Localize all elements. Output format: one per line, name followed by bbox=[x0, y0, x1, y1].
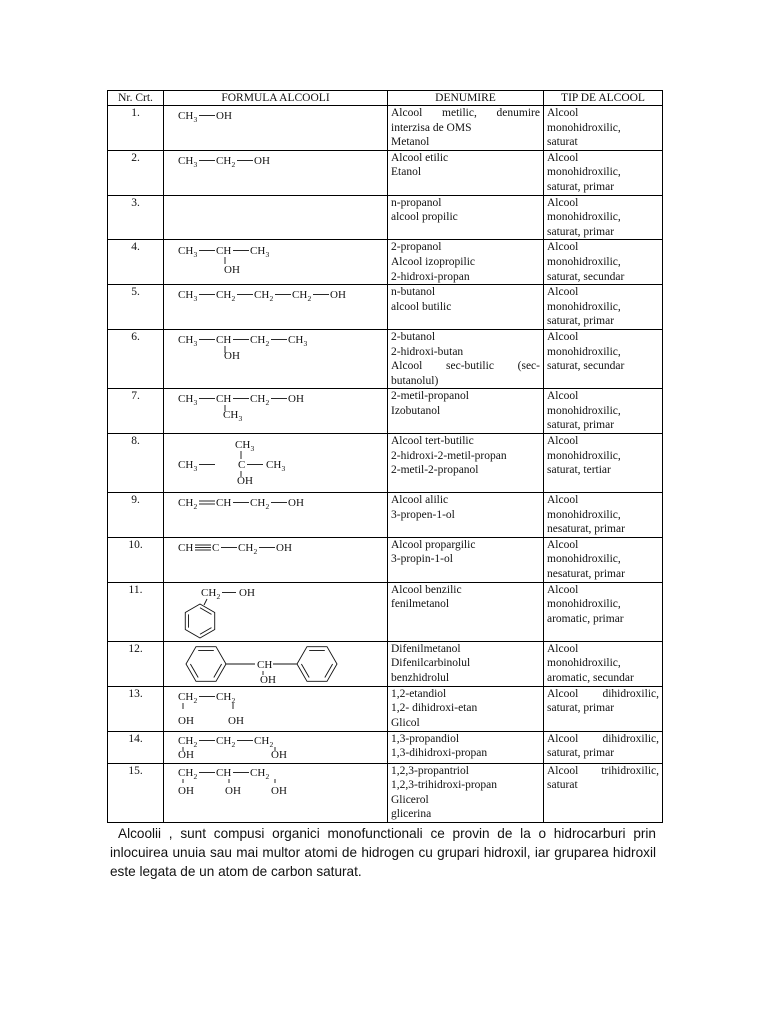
row-number: 13. bbox=[108, 686, 164, 731]
type-line: Alcool trihidroxilic, bbox=[547, 764, 659, 777]
name-cell bbox=[388, 493, 544, 538]
name-line: Difenilmetanol bbox=[391, 642, 461, 655]
name-line: 2-hidroxi-butan bbox=[391, 345, 464, 358]
structural-formula bbox=[167, 151, 390, 194]
type-line: saturat, secundar bbox=[547, 360, 625, 373]
formula-symbol: 3 bbox=[238, 414, 243, 424]
formula-symbol: OH bbox=[178, 748, 194, 761]
name-line: 2-hidroxi-2-metil-propan bbox=[391, 449, 507, 462]
formula-symbol: OH bbox=[228, 714, 244, 727]
formula-symbol: OH bbox=[260, 673, 276, 686]
type-line: monohidroxilic, bbox=[547, 598, 621, 611]
formula-symbol: OH bbox=[237, 475, 253, 488]
bond-line bbox=[214, 664, 222, 678]
formula-cell bbox=[164, 686, 388, 731]
header-nr: Nr. Crt. bbox=[108, 91, 164, 106]
formula-symbol: 2 bbox=[193, 502, 198, 512]
type-cell bbox=[544, 582, 663, 641]
formula-symbol: CH bbox=[257, 658, 273, 671]
table-row bbox=[108, 150, 663, 195]
name-line: Alcool alilic bbox=[391, 494, 449, 507]
formula-symbol: OH bbox=[288, 393, 304, 406]
name-line: butanolul) bbox=[391, 374, 439, 387]
formula-symbol: 2 bbox=[269, 294, 274, 304]
formula-symbol: 2 bbox=[307, 294, 312, 304]
formula-cell bbox=[164, 150, 388, 195]
structural-formula bbox=[167, 583, 390, 641]
type-line: nesaturat, primar bbox=[547, 523, 625, 536]
table-row bbox=[108, 731, 663, 763]
formula-symbol: 3 bbox=[193, 338, 198, 348]
type-line: Alcool bbox=[547, 642, 579, 655]
formula-symbol: 3 bbox=[193, 398, 198, 408]
definition-paragraph: Alcoolii , sunt compusi organici monofunctionali ce provin de la o hidrocarburi prin inlocuirea unuia sau mai multor atomi de hidrogen cu grupari hidroxil, iar gruparea hidroxil este legata de un atom de carbon saturat. bbox=[110, 826, 656, 879]
name-line: Alcool izopropilic bbox=[391, 255, 475, 268]
formula-symbol: OH bbox=[225, 784, 241, 797]
header-formula: FORMULA ALCOOLI bbox=[164, 91, 388, 106]
row-number: 1. bbox=[108, 106, 164, 151]
type-line: Alcool bbox=[547, 151, 579, 164]
formula-cell bbox=[164, 493, 388, 538]
benzene-ring bbox=[297, 646, 337, 681]
formula-symbol: CH bbox=[178, 459, 194, 472]
type-cell bbox=[544, 389, 663, 434]
type-line: monohidroxilic, bbox=[547, 657, 621, 670]
formula-symbol: 3 bbox=[281, 464, 286, 474]
type-line: saturat, secundar bbox=[547, 270, 625, 283]
type-cell bbox=[544, 763, 663, 822]
structural-formula bbox=[167, 240, 390, 283]
formula-symbol: OH bbox=[224, 349, 240, 362]
type-line: saturat, primar bbox=[547, 747, 615, 760]
structural-formula bbox=[167, 106, 390, 149]
formula-symbol: 2 bbox=[193, 771, 198, 781]
name-cell bbox=[388, 641, 544, 686]
type-line: nesaturat, primar bbox=[547, 568, 625, 581]
formula-symbol: 2 bbox=[231, 739, 236, 749]
type-line: Alcool bbox=[547, 330, 579, 343]
type-line: aromatic, secundar bbox=[547, 671, 634, 684]
type-cell bbox=[544, 434, 663, 493]
type-cell bbox=[544, 641, 663, 686]
structural-formula bbox=[167, 434, 390, 492]
type-line: saturat, primar bbox=[547, 225, 615, 238]
name-cell bbox=[388, 389, 544, 434]
name-line: 3-propen-1-ol bbox=[391, 508, 455, 521]
type-line: saturat, primar bbox=[547, 419, 615, 432]
name-line: n-butanol bbox=[391, 286, 436, 299]
type-line: saturat, primar bbox=[547, 702, 615, 715]
name-line: 1,3-dihidroxi-propan bbox=[391, 747, 488, 760]
formula-symbol: 2 bbox=[216, 591, 221, 601]
table-row bbox=[108, 641, 663, 686]
type-line: Alcool dihidroxilic, bbox=[547, 687, 659, 700]
name-line: 1,2,3-trihidroxi-propan bbox=[391, 779, 498, 792]
name-line: Difenilcarbinolul bbox=[391, 657, 471, 670]
name-line: 2-metil-2-propanol bbox=[391, 464, 479, 477]
name-line: n-propanol bbox=[391, 196, 442, 209]
alcohols-table bbox=[107, 90, 663, 823]
formula-symbol: CH bbox=[292, 289, 308, 302]
formula-symbol: CH bbox=[201, 586, 217, 599]
formula-cell bbox=[164, 731, 388, 763]
table-row bbox=[108, 389, 663, 434]
name-cell bbox=[388, 434, 544, 493]
formula-symbol: CH bbox=[178, 497, 194, 510]
formula-symbol: CH bbox=[216, 289, 232, 302]
type-cell bbox=[544, 285, 663, 330]
table-row bbox=[108, 240, 663, 285]
type-line: Alcool bbox=[547, 538, 579, 551]
formula-cell bbox=[164, 537, 388, 582]
formula-symbol: CH bbox=[250, 497, 266, 510]
structural-formula bbox=[167, 642, 390, 686]
formula-symbol: CH bbox=[216, 154, 232, 167]
row-number: 2. bbox=[108, 150, 164, 195]
name-line: 1,2-etandiol bbox=[391, 687, 447, 700]
type-line: monohidroxilic, bbox=[547, 211, 621, 224]
formula-symbol: 2 bbox=[231, 159, 236, 169]
formula-symbol: 3 bbox=[265, 250, 270, 260]
header-type: TIP DE ALCOOL bbox=[544, 91, 663, 106]
name-line: 2-hidroxi-propan bbox=[391, 270, 470, 283]
formula-symbol: 3 bbox=[303, 338, 308, 348]
formula-symbol: OH bbox=[216, 110, 232, 122]
row-number: 5. bbox=[108, 285, 164, 330]
structural-formula bbox=[167, 196, 390, 239]
type-line: saturat bbox=[547, 779, 578, 792]
type-line: monohidroxilic, bbox=[547, 449, 621, 462]
row-number: 11. bbox=[108, 582, 164, 641]
formula-symbol: C bbox=[212, 541, 220, 554]
benzene-ring bbox=[186, 646, 226, 681]
formula-symbol: CH bbox=[250, 245, 266, 258]
name-cell bbox=[388, 537, 544, 582]
row-number: 7. bbox=[108, 389, 164, 434]
name-line: Glicerol bbox=[391, 793, 429, 806]
formula-symbol: CH bbox=[250, 393, 266, 406]
formula-symbol: OH bbox=[288, 497, 304, 510]
formula-symbol: CH bbox=[178, 541, 194, 554]
formula-symbol: CH bbox=[254, 734, 270, 747]
name-line: Izobutanol bbox=[391, 404, 441, 417]
bond-line bbox=[200, 627, 211, 634]
formula-symbol: CH bbox=[178, 333, 194, 346]
bond-line bbox=[325, 664, 333, 678]
name-cell bbox=[388, 195, 544, 240]
type-line: monohidroxilic, bbox=[547, 553, 621, 566]
table-row bbox=[108, 537, 663, 582]
formula-cell bbox=[164, 195, 388, 240]
formula-cell bbox=[164, 106, 388, 151]
name-cell bbox=[388, 106, 544, 151]
name-line: 1,2- dihidroxi-etan bbox=[391, 702, 478, 715]
row-number: 14. bbox=[108, 731, 164, 763]
structural-formula bbox=[167, 330, 390, 388]
row-number: 8. bbox=[108, 434, 164, 493]
name-line: Alcool sec-butilic (sec- bbox=[391, 360, 540, 373]
formula-cell bbox=[164, 641, 388, 686]
formula-symbol: CH bbox=[235, 439, 251, 452]
name-line: Alcool benzilic bbox=[391, 583, 462, 596]
formula-symbol: CH bbox=[250, 766, 266, 779]
structural-formula bbox=[167, 285, 390, 328]
type-line: monohidroxilic, bbox=[547, 300, 621, 313]
formula-symbol: 2 bbox=[231, 695, 236, 705]
formula-symbol: OH bbox=[276, 541, 292, 554]
formula-symbol: CH bbox=[178, 110, 194, 122]
name-line: 2-butanol bbox=[391, 330, 436, 343]
formula-symbol: 2 bbox=[265, 771, 270, 781]
table-row bbox=[108, 763, 663, 822]
type-line: Alcool bbox=[547, 196, 579, 209]
formula-symbol: CH bbox=[216, 766, 232, 779]
name-line: Alcool metilic, denumire bbox=[391, 107, 540, 119]
name-line: Etanol bbox=[391, 166, 422, 179]
formula-symbol: 2 bbox=[265, 502, 270, 512]
formula-cell bbox=[164, 763, 388, 822]
name-line: alcool propilic bbox=[391, 211, 458, 224]
name-line: 1,2,3-propantriol bbox=[391, 764, 469, 777]
type-line: Alcool bbox=[547, 390, 579, 403]
type-line: Alcool bbox=[547, 494, 579, 507]
formula-symbol: 2 bbox=[193, 739, 198, 749]
formula-symbol: CH bbox=[238, 541, 254, 554]
formula-symbol: OH bbox=[178, 784, 194, 797]
type-line: monohidroxilic, bbox=[547, 404, 621, 417]
formula-symbol: CH bbox=[216, 497, 232, 510]
formula-symbol: OH bbox=[224, 264, 240, 277]
header-name: DENUMIRE bbox=[388, 91, 544, 106]
formula-symbol: CH bbox=[178, 766, 194, 779]
formula-cell bbox=[164, 582, 388, 641]
structural-formula bbox=[167, 732, 390, 763]
formula-symbol: CH bbox=[250, 333, 266, 346]
formula-symbol: OH bbox=[330, 289, 346, 302]
formula-symbol: OH bbox=[178, 714, 194, 727]
row-number: 6. bbox=[108, 329, 164, 388]
name-cell bbox=[388, 150, 544, 195]
name-line: 1,3-propandiol bbox=[391, 732, 460, 745]
row-number: 12. bbox=[108, 641, 164, 686]
formula-symbol: 3 bbox=[193, 250, 198, 260]
type-cell bbox=[544, 731, 663, 763]
table-row bbox=[108, 686, 663, 731]
name-line: interzisa de OMS bbox=[391, 121, 472, 134]
formula-symbol: CH bbox=[216, 393, 232, 406]
name-line: glicerina bbox=[391, 808, 432, 821]
name-line: fenilmetanol bbox=[391, 598, 450, 611]
structural-formula bbox=[167, 538, 390, 581]
type-line: monohidroxilic, bbox=[547, 121, 621, 134]
name-line: Alcool etilic bbox=[391, 151, 449, 164]
formula-symbol: CH bbox=[254, 289, 270, 302]
formula-symbol: CH bbox=[216, 690, 232, 703]
name-line: 2-propanol bbox=[391, 241, 442, 254]
type-line: monohidroxilic, bbox=[547, 508, 621, 521]
bond-line bbox=[200, 607, 211, 614]
formula-symbol: 3 bbox=[193, 464, 198, 474]
type-line: saturat, primar bbox=[547, 315, 615, 328]
type-cell bbox=[544, 329, 663, 388]
type-cell bbox=[544, 195, 663, 240]
formula-symbol: 2 bbox=[193, 695, 198, 705]
name-cell bbox=[388, 763, 544, 822]
name-cell bbox=[388, 285, 544, 330]
formula-symbol: CH bbox=[266, 459, 282, 472]
table-row bbox=[108, 434, 663, 493]
type-cell bbox=[544, 493, 663, 538]
bond-line bbox=[190, 664, 198, 678]
type-line: Alcool bbox=[547, 107, 579, 119]
formula-symbol: 3 bbox=[193, 115, 198, 124]
name-cell bbox=[388, 686, 544, 731]
table-header-row bbox=[108, 91, 663, 106]
table-row bbox=[108, 285, 663, 330]
type-line: aromatic, primar bbox=[547, 612, 624, 625]
name-cell bbox=[388, 731, 544, 763]
bond-line bbox=[301, 664, 309, 678]
type-line: Alcool dihidroxilic, bbox=[547, 732, 659, 745]
structural-formula bbox=[167, 389, 390, 432]
type-cell bbox=[544, 537, 663, 582]
type-cell bbox=[544, 686, 663, 731]
type-line: monohidroxilic, bbox=[547, 255, 621, 268]
formula-symbol: CH bbox=[223, 409, 239, 422]
formula-symbol: CH bbox=[216, 245, 232, 258]
row-number: 9. bbox=[108, 493, 164, 538]
table-row bbox=[108, 106, 663, 151]
type-line: Alcool bbox=[547, 241, 579, 254]
formula-symbol: 3 bbox=[250, 444, 255, 454]
structural-formula bbox=[167, 687, 390, 731]
formula-symbol: 2 bbox=[231, 294, 236, 304]
bond-line bbox=[204, 599, 207, 605]
formula-symbol: CH bbox=[178, 289, 194, 302]
type-cell bbox=[544, 150, 663, 195]
type-cell bbox=[544, 240, 663, 285]
formula-symbol: CH bbox=[178, 245, 194, 258]
table-row bbox=[108, 493, 663, 538]
type-line: saturat, tertiar bbox=[547, 464, 611, 477]
name-line: Metanol bbox=[391, 136, 430, 149]
type-line: monohidroxilic, bbox=[547, 345, 621, 358]
formula-symbol: OH bbox=[271, 748, 287, 761]
formula-symbol: 3 bbox=[193, 294, 198, 304]
row-number: 15. bbox=[108, 763, 164, 822]
formula-cell bbox=[164, 389, 388, 434]
name-line: Alcool tert-butilic bbox=[391, 435, 474, 448]
type-line: saturat, primar bbox=[547, 180, 615, 193]
structural-formula bbox=[167, 764, 390, 822]
type-line: Alcool bbox=[547, 286, 579, 299]
table-row bbox=[108, 329, 663, 388]
type-cell bbox=[544, 106, 663, 151]
formula-symbol: 3 bbox=[193, 159, 198, 169]
formula-symbol: CH bbox=[216, 333, 232, 346]
benzene-ring bbox=[185, 604, 214, 638]
name-line: 2-metil-propanol bbox=[391, 390, 469, 403]
formula-symbol: 2 bbox=[265, 338, 270, 348]
name-cell bbox=[388, 582, 544, 641]
formula-symbol: 2 bbox=[253, 546, 258, 556]
formula-cell bbox=[164, 285, 388, 330]
formula-symbol: OH bbox=[254, 154, 270, 167]
type-line: monohidroxilic, bbox=[547, 166, 621, 179]
row-number: 3. bbox=[108, 195, 164, 240]
type-line: Alcool bbox=[547, 435, 579, 448]
name-cell bbox=[388, 329, 544, 388]
type-line: saturat bbox=[547, 136, 578, 149]
table-row bbox=[108, 582, 663, 641]
formula-symbol: CH bbox=[178, 734, 194, 747]
formula-symbol: CH bbox=[216, 734, 232, 747]
formula-symbol: CH bbox=[288, 333, 304, 346]
name-line: alcool butilic bbox=[391, 300, 452, 313]
formula-symbol: OH bbox=[271, 784, 287, 797]
table-row bbox=[108, 195, 663, 240]
row-number: 4. bbox=[108, 240, 164, 285]
row-number: 10. bbox=[108, 537, 164, 582]
name-line: Alcool propargilic bbox=[391, 538, 476, 551]
type-line: Alcool bbox=[547, 583, 579, 596]
formula-cell bbox=[164, 434, 388, 493]
name-line: benzhidrolul bbox=[391, 671, 450, 684]
formula-cell bbox=[164, 240, 388, 285]
formula-symbol: CH bbox=[178, 154, 194, 167]
name-cell bbox=[388, 240, 544, 285]
formula-symbol: 2 bbox=[265, 398, 270, 408]
formula-symbol: CH bbox=[178, 393, 194, 406]
formula-cell bbox=[164, 329, 388, 388]
formula-symbol: CH bbox=[178, 690, 194, 703]
name-line: Glicol bbox=[391, 716, 420, 729]
formula-symbol: C bbox=[238, 459, 246, 472]
formula-symbol: OH bbox=[239, 586, 255, 599]
formula-symbol: 2 bbox=[269, 739, 274, 749]
name-line: 3-propin-1-ol bbox=[391, 553, 453, 566]
structural-formula bbox=[167, 493, 390, 536]
